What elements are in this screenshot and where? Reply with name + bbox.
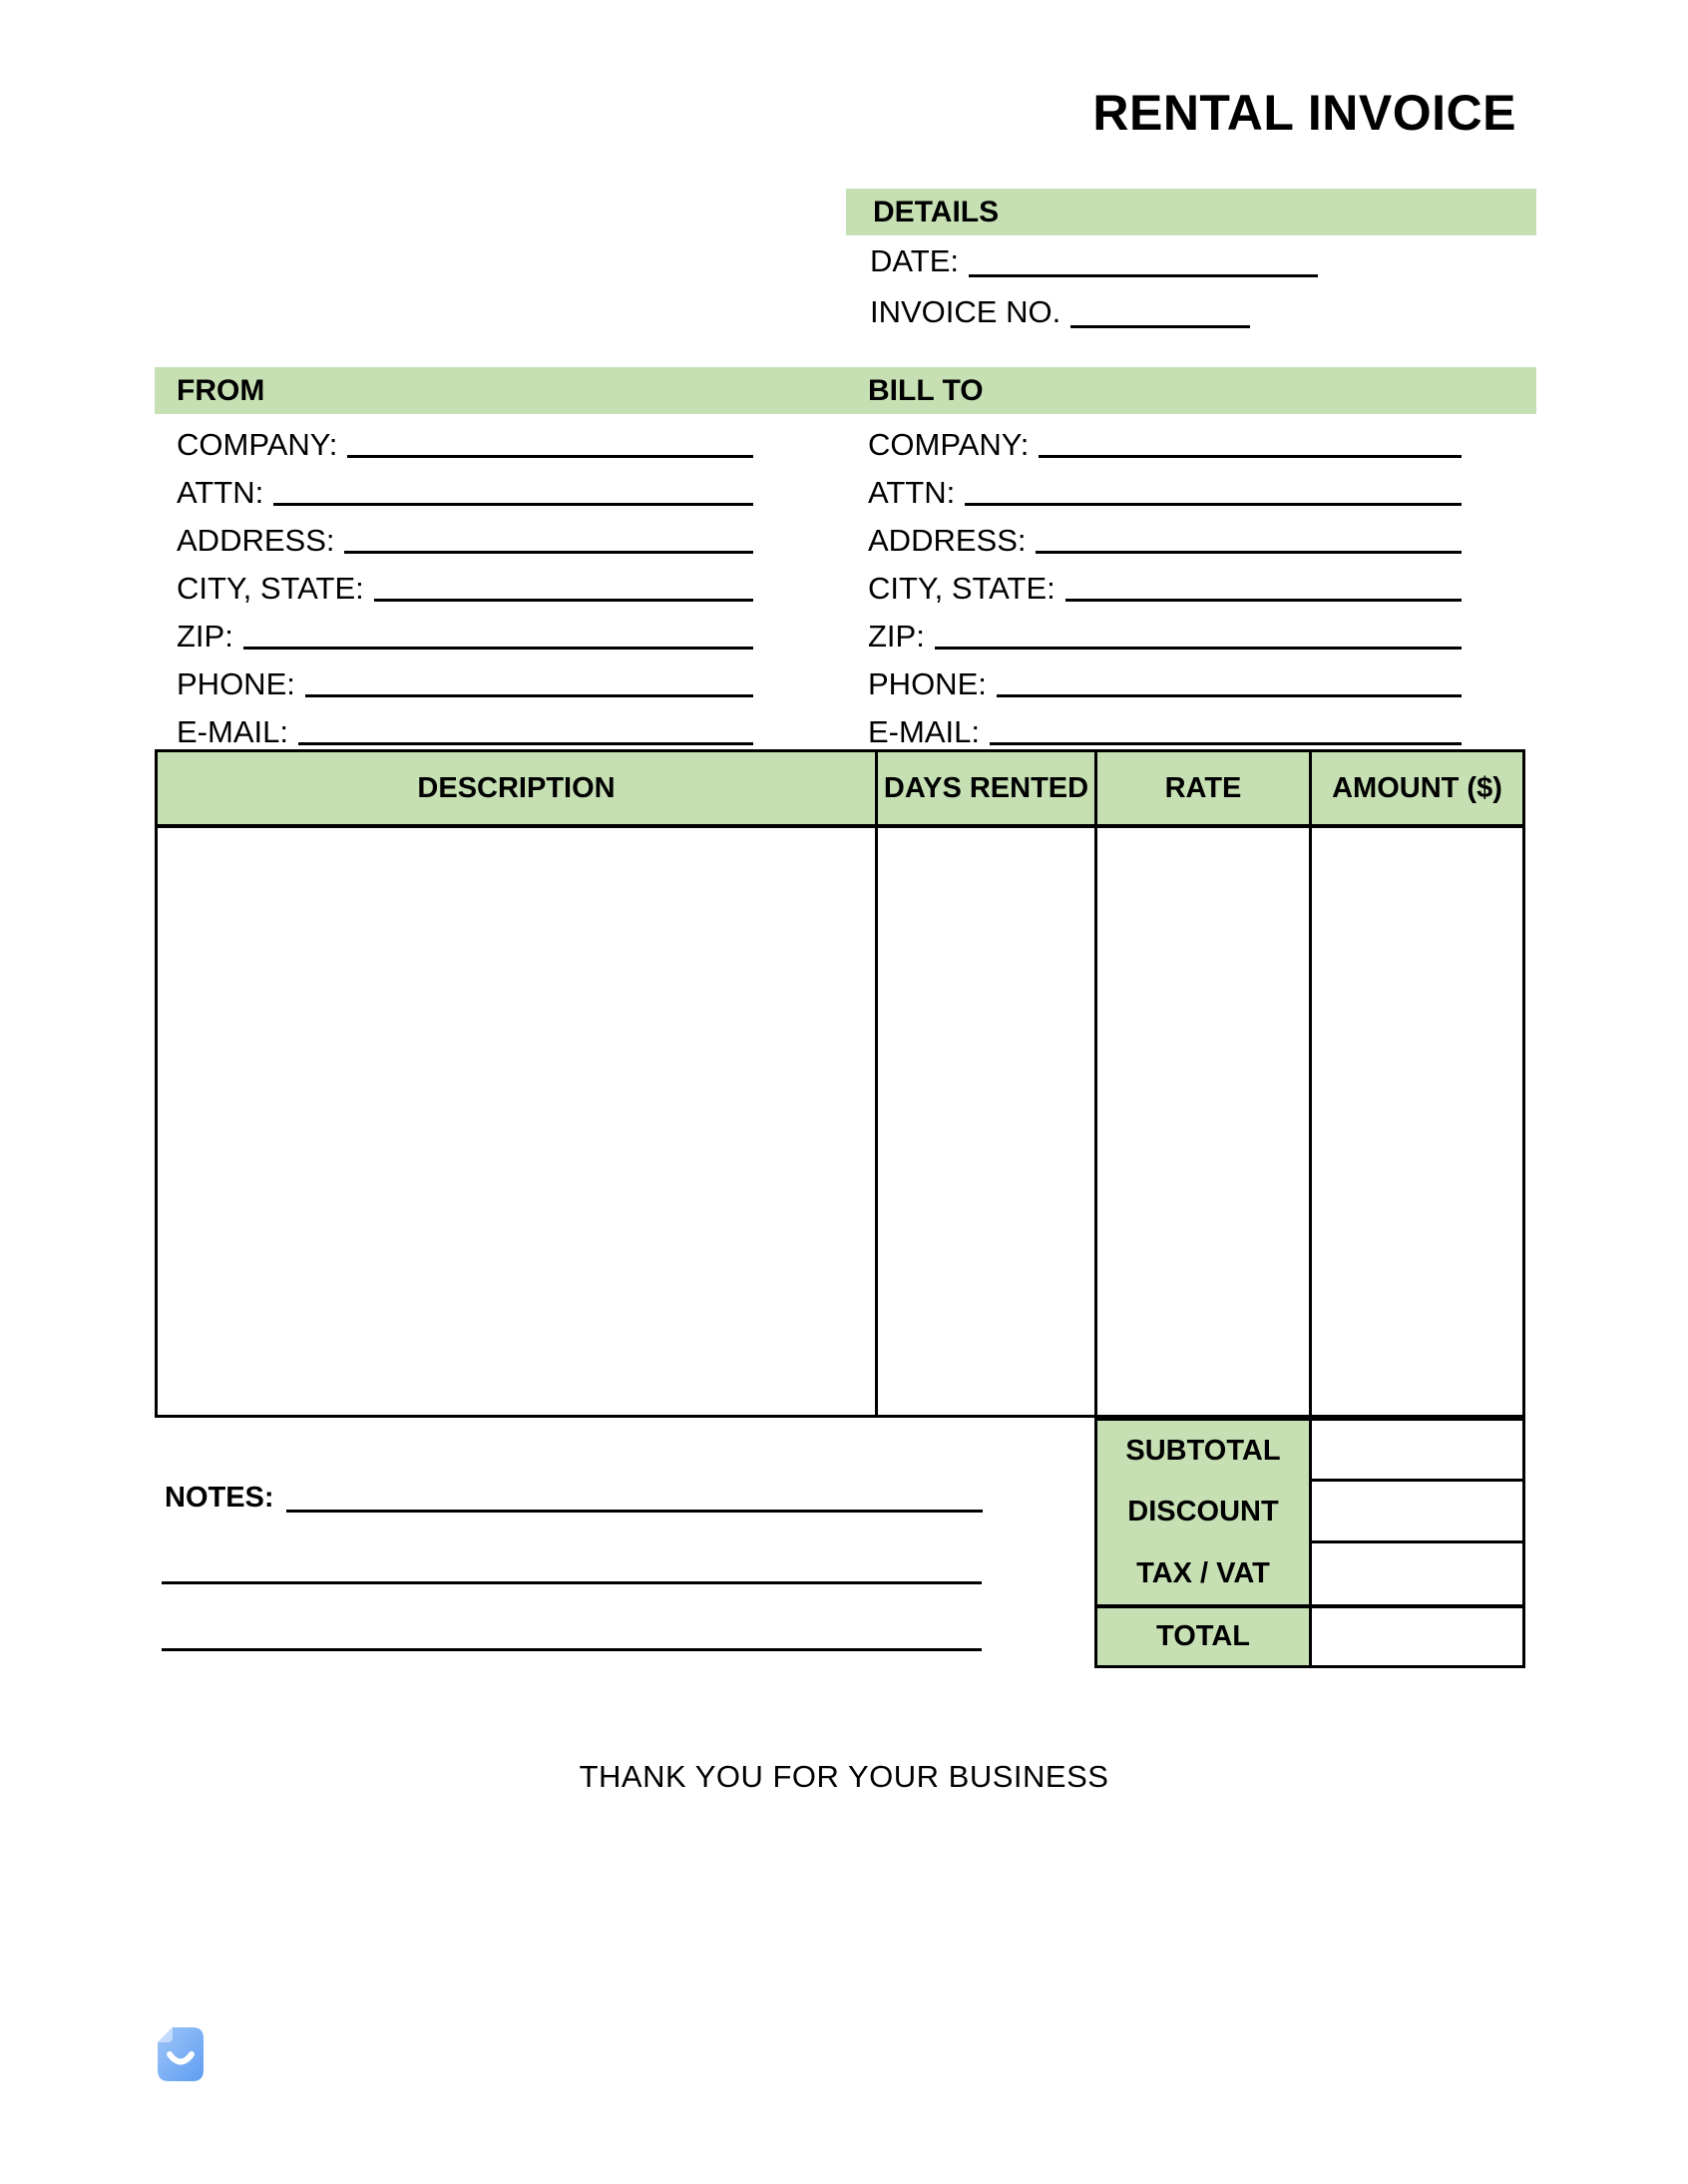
field-row [868, 704, 1462, 752]
discount-label: DISCOUNT [1097, 1482, 1312, 1542]
field-row [177, 609, 753, 656]
field-label: PHONE: [177, 666, 295, 701]
field-row [868, 417, 1462, 465]
fill-in-line [1065, 599, 1462, 602]
notes-blank-line [162, 1546, 982, 1584]
invoice-no-label: INVOICE NO. [870, 294, 1061, 329]
fill-in-line [273, 503, 753, 506]
field-label: ATTN: [868, 475, 956, 510]
column-header-description: DESCRIPTION [158, 752, 878, 824]
date-label: DATE: [870, 243, 959, 278]
field-row [868, 609, 1462, 656]
items-table-body [158, 828, 1522, 1415]
invoice-no-fill-in-line [1070, 325, 1250, 328]
smiling-document-logo-icon [158, 2027, 204, 2081]
notes-blank-line [162, 1613, 982, 1651]
field-label: COMPANY: [177, 427, 338, 462]
from-fields [177, 417, 753, 752]
field-row [177, 465, 753, 513]
field-row [868, 561, 1462, 609]
bill-to-header-label: BILL TO [868, 374, 984, 407]
line-items-table [155, 749, 1525, 1418]
field-label: ATTN: [177, 475, 264, 510]
total-label: TOTAL [1097, 1604, 1312, 1665]
column-header-rate: RATE [1097, 752, 1312, 824]
totals-block [1094, 1418, 1525, 1668]
field-row [177, 561, 753, 609]
field-row [177, 704, 753, 752]
subtotal-label: SUBTOTAL [1097, 1421, 1312, 1482]
notes-row [165, 1479, 983, 1515]
field-label: ADDRESS: [177, 523, 335, 558]
field-label: ADDRESS: [868, 523, 1027, 558]
fill-in-line [305, 694, 753, 697]
details-header-label: DETAILS [873, 196, 1000, 228]
thank-you-message: THANK YOU FOR YOUR BUSINESS [579, 1759, 1109, 1794]
date-fill-in-line [969, 274, 1318, 277]
field-label: E-MAIL: [177, 714, 288, 749]
fill-in-line [935, 647, 1462, 650]
fill-in-line [298, 742, 753, 745]
invoice-no-row [870, 296, 1250, 330]
items-table-header-row [158, 752, 1522, 828]
field-row [177, 417, 753, 465]
field-row [177, 513, 753, 561]
fill-in-line [243, 647, 753, 650]
field-label: CITY, STATE: [868, 571, 1055, 606]
fill-in-line [344, 551, 753, 554]
fill-in-line [347, 455, 753, 458]
field-label: E-MAIL: [868, 714, 980, 749]
field-label: PHONE: [868, 666, 987, 701]
field-row [868, 465, 1462, 513]
rate-cell [1097, 828, 1312, 1415]
tax-vat-label: TAX / VAT [1097, 1543, 1312, 1604]
fill-in-line [374, 599, 753, 602]
page-title: RENTAL INVOICE [1092, 85, 1516, 141]
bill-to-fields [868, 417, 1462, 752]
subtotal-value-cell [1312, 1421, 1522, 1482]
fill-in-line [1039, 455, 1462, 458]
days-rented-cell [878, 828, 1097, 1415]
fill-in-line [1036, 551, 1462, 554]
fill-in-line [965, 503, 1462, 506]
notes-label: NOTES: [165, 1482, 274, 1514]
field-row [868, 513, 1462, 561]
date-row [870, 245, 1318, 279]
column-header-amount: AMOUNT ($) [1332, 772, 1502, 804]
fill-in-line [990, 742, 1462, 745]
field-label: ZIP: [177, 619, 233, 654]
field-label: COMPANY: [868, 427, 1030, 462]
description-cell [158, 828, 878, 1415]
discount-value-cell [1312, 1482, 1522, 1542]
parties-header-band [155, 367, 1536, 414]
field-row [868, 656, 1462, 704]
field-row [177, 656, 753, 704]
details-header-band [846, 189, 1536, 235]
amount-cell [1312, 828, 1522, 1415]
tax-vat-value-cell [1312, 1543, 1522, 1604]
field-label: ZIP: [868, 619, 925, 654]
notes-fill-in-line [286, 1510, 983, 1513]
column-header-days-rented: DAYS RENTED [878, 752, 1097, 824]
fill-in-line [997, 694, 1462, 697]
total-value-cell [1312, 1604, 1522, 1665]
field-label: CITY, STATE: [177, 571, 364, 606]
from-header-label: FROM [177, 374, 265, 407]
